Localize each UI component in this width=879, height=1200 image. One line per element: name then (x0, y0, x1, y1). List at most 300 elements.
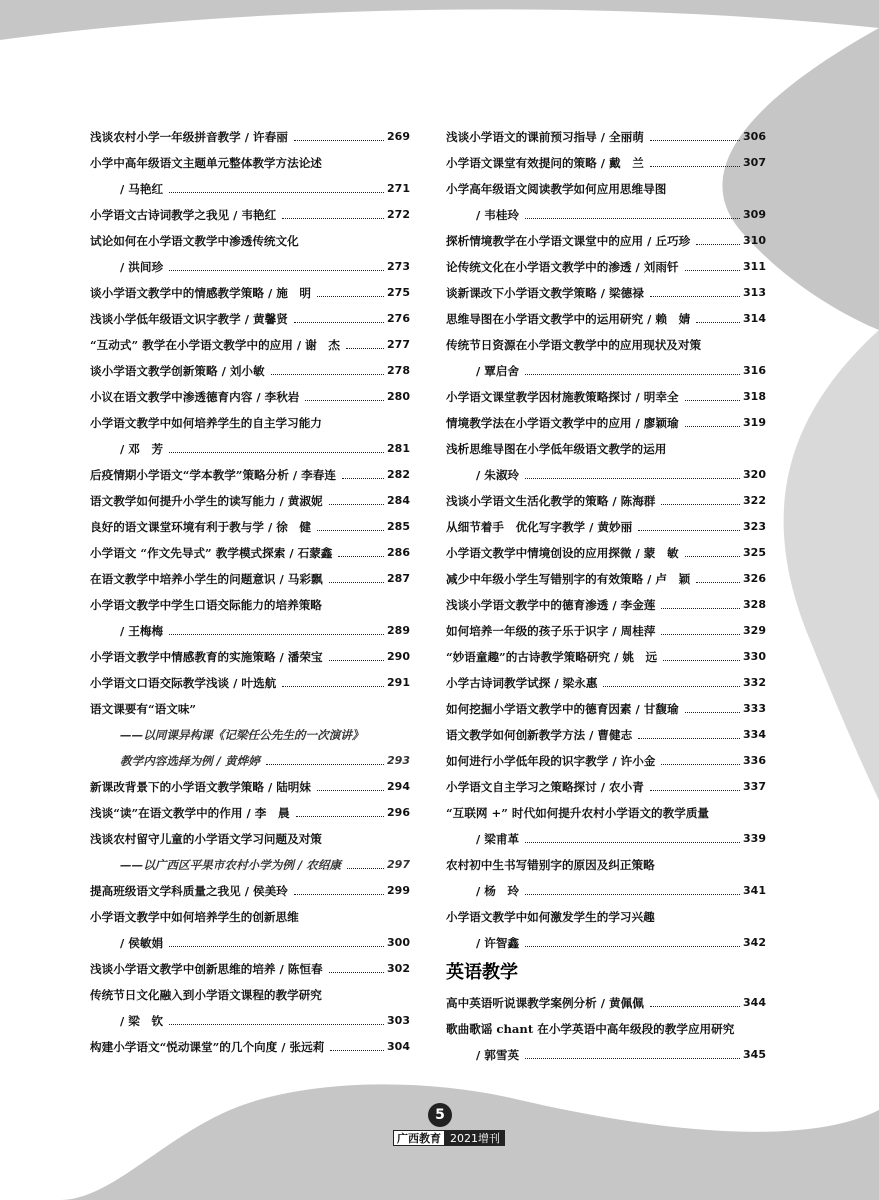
toc-line (90, 488, 410, 514)
toc-entry-title: 浅谈小学语文教学中创新思维的培养 / 陈恒春 (90, 962, 323, 976)
toc-entry[interactable] (90, 696, 410, 774)
toc-entry-title: 小学语文自主学习之策略探讨 / 农小青 (446, 780, 644, 794)
dot-leader (294, 894, 384, 895)
toc-entry-title: 语文教学如何创新教学方法 / 曹健志 (446, 728, 633, 742)
toc-entry-title: 谈小学语文教学创新策略 / 刘小敏 (90, 364, 265, 378)
toc-entry-title: 在语文教学中培养小学生的问题意识 / 马彩飘 (90, 572, 323, 586)
toc-line (446, 1016, 766, 1042)
dot-leader (525, 478, 740, 479)
toc-page-number: 334 (743, 728, 766, 741)
toc-line (90, 592, 410, 618)
dot-leader (169, 1024, 384, 1025)
toc-line (446, 826, 766, 852)
toc-page-number: 326 (743, 572, 766, 585)
dot-leader (661, 764, 740, 765)
toc-line (446, 150, 766, 176)
toc-right-column (446, 124, 766, 1068)
toc-entry-title: 浅谈农村留守儿童的小学语文学习问题及对策 (90, 832, 322, 846)
toc-entry-continuation: 教学内容选择为例 / 黄烨婷 (120, 754, 260, 768)
toc-line (90, 1008, 410, 1034)
toc-page-number: 291 (387, 676, 410, 689)
toc-page-number: 339 (743, 832, 766, 845)
toc-page-number: 273 (387, 260, 410, 273)
dot-leader (661, 504, 740, 505)
toc-line (90, 774, 410, 800)
toc-line (90, 306, 410, 332)
toc-entry-title: 从细节着手 优化写字教学 / 黄妙丽 (446, 520, 633, 534)
toc-entry[interactable] (446, 410, 766, 436)
toc-page-number: 332 (743, 676, 766, 689)
toc-entry-title: 构建小学语文“悦动课堂”的几个向度 / 张远莉 (90, 1040, 325, 1054)
toc-entry-continuation: / 许智鑫 (476, 936, 520, 950)
toc-entry[interactable] (90, 202, 410, 228)
toc-page-number: 296 (387, 806, 410, 819)
toc-entry-title: “互联网 +” 时代如何提升农村小学语文的教学质量 (446, 806, 710, 820)
toc-line (446, 488, 766, 514)
toc-line (446, 540, 766, 566)
toc-entry-title: 如何培养一年级的孩子乐于识字 / 周桂萍 (446, 624, 656, 638)
toc-entry[interactable] (446, 228, 766, 254)
toc-entry[interactable] (90, 358, 410, 384)
toc-entry[interactable] (446, 280, 766, 306)
toc-entry-title: 传统节日资源在小学语文教学中的应用现状及对策 (446, 338, 702, 352)
toc-entry[interactable] (446, 306, 766, 332)
toc-line (446, 748, 766, 774)
toc-entry-title: 良好的语文课堂环境有利于教与学 / 徐 健 (90, 520, 311, 534)
dot-leader (525, 218, 740, 219)
toc-entry-continuation: ——以广西区平果市农村小学为例 / 农绍康 (120, 858, 341, 872)
toc-line (446, 904, 766, 930)
toc-entry-title: 如何挖掘小学语文教学中的德育因素 / 甘馥瑜 (446, 702, 679, 716)
toc-entry-title: 语文教学如何提升小学生的读写能力 / 黄淑妮 (90, 494, 323, 508)
toc-entry-continuation: / 王梅梅 (120, 624, 164, 638)
toc-line (90, 722, 410, 748)
toc-line (446, 124, 766, 150)
toc-entry[interactable] (90, 228, 410, 280)
dot-leader (525, 946, 740, 947)
toc-line (90, 670, 410, 696)
toc-line (90, 696, 410, 722)
toc-entry-title: 浅谈小学低年级语文识字教学 / 黄馨贤 (90, 312, 288, 326)
toc-page-number: 306 (743, 130, 766, 143)
toc-page-number: 310 (743, 234, 766, 247)
toc-entry-title: 浅谈小学语文教学中的德育渗透 / 李金莲 (446, 598, 656, 612)
toc-entry-continuation: / 邓 芳 (120, 442, 164, 456)
toc-entry-title: 浅析思维导图在小学低年级语文教学的运用 (446, 442, 667, 456)
toc-entry-continuation: / 杨 玲 (476, 884, 520, 898)
toc-entry-title: 浅谈小学语文的课前预习指导 / 全丽萌 (446, 130, 644, 144)
dot-leader (169, 270, 384, 271)
toc-entry[interactable] (446, 904, 766, 956)
toc-entry-title: 减少中年级小学生写错别字的有效策略 / 卢 颖 (446, 572, 691, 586)
toc-entry[interactable] (446, 644, 766, 670)
toc-entry-title: 小学语文教学中如何激发学生的学习兴趣 (446, 910, 655, 924)
toc-line (90, 826, 410, 852)
toc-entry-title: 思维导图在小学语文教学中的运用研究 / 赖 婧 (446, 312, 691, 326)
toc-entry[interactable] (446, 384, 766, 410)
toc-line (90, 202, 410, 228)
toc-page-number: 299 (387, 884, 410, 897)
toc-entry[interactable] (446, 618, 766, 644)
dot-leader (696, 322, 740, 323)
toc-entry[interactable] (90, 592, 410, 644)
journal-label (393, 1130, 505, 1146)
toc-entry-title: 小学语文教学中情感教育的实施策略 / 潘荣宝 (90, 650, 323, 664)
dot-leader (685, 426, 740, 427)
toc-page-number: 271 (387, 182, 410, 195)
toc-line (446, 566, 766, 592)
toc-line (90, 1034, 410, 1060)
toc-entry-continuation: / 韦桂玲 (476, 208, 520, 222)
dot-leader (638, 530, 740, 531)
toc-entry-title: 小学语文课堂教学因材施教策略探讨 / 明幸全 (446, 390, 679, 404)
toc-page-number: 337 (743, 780, 766, 793)
toc-entry-title: 谈小学语文教学中的情感教学策略 / 施 明 (90, 286, 311, 300)
toc-entry[interactable] (446, 540, 766, 566)
toc-entry[interactable] (90, 878, 410, 904)
toc-page-number: 282 (387, 468, 410, 481)
toc-line (90, 852, 410, 878)
toc-entry-continuation: / 洪间珍 (120, 260, 164, 274)
toc-entry[interactable] (90, 462, 410, 488)
toc-entry-title: 语文课要有“语文味” (90, 702, 197, 716)
toc-page-number: 276 (387, 312, 410, 325)
toc-line (446, 176, 766, 202)
toc-entry[interactable] (446, 670, 766, 696)
dot-leader (169, 192, 384, 193)
dot-leader (266, 764, 384, 765)
dot-leader (169, 452, 384, 453)
toc-page-number: 280 (387, 390, 410, 403)
toc-line (90, 124, 410, 150)
toc-entry[interactable] (446, 696, 766, 722)
toc-line (446, 670, 766, 696)
toc-page-number: 336 (743, 754, 766, 767)
dot-leader (650, 140, 740, 141)
dot-leader (282, 686, 384, 687)
dot-leader (296, 816, 384, 817)
toc-entry-title: 后疫情期小学语文“学本教学”策略分析 / 李春连 (90, 468, 336, 482)
toc-line (446, 930, 766, 956)
toc-left-column (90, 124, 410, 1060)
toc-entry-title: 试论如何在小学语文教学中渗透传统文化 (90, 234, 299, 248)
toc-entry-title: 小学语文教学中如何培养学生的创新思维 (90, 910, 299, 924)
toc-page-number: 311 (743, 260, 766, 273)
toc-entry-title: 高中英语听说课教学案例分析 / 黄佩佩 (446, 996, 644, 1010)
toc-entry[interactable] (90, 410, 410, 462)
toc-line (446, 462, 766, 488)
dot-leader (305, 400, 384, 401)
toc-line (90, 514, 410, 540)
dot-leader (685, 712, 740, 713)
toc-line (90, 228, 410, 254)
toc-line (90, 540, 410, 566)
toc-line (90, 748, 410, 774)
toc-entry-title: 新课改背景下的小学语文教学策略 / 陆明妹 (90, 780, 311, 794)
toc-entry[interactable] (90, 124, 410, 150)
toc-entry-title: 小学语文口语交际教学浅谈 / 叶选航 (90, 676, 277, 690)
toc-entry-title: 提高班级语文学科质量之我见 / 侯美玲 (90, 884, 288, 898)
toc-page-number: 342 (743, 936, 766, 949)
toc-entry[interactable] (90, 826, 410, 878)
toc-line (90, 566, 410, 592)
toc-entry[interactable] (446, 566, 766, 592)
toc-entry-continuation: ——以同课异构课《记梁任公先生的一次演讲》 (120, 728, 364, 742)
toc-page-number: 275 (387, 286, 410, 299)
dot-leader (346, 348, 384, 349)
toc-entry[interactable] (90, 384, 410, 410)
toc-line (446, 774, 766, 800)
toc-entry[interactable] (90, 800, 410, 826)
toc-page-number: 316 (743, 364, 766, 377)
toc-page-number: 293 (387, 754, 410, 767)
toc-line (446, 592, 766, 618)
toc-entry[interactable] (90, 904, 410, 956)
dot-leader (294, 140, 384, 141)
toc-line (90, 878, 410, 904)
toc-entry[interactable] (90, 540, 410, 566)
toc-line (446, 332, 766, 358)
toc-entry[interactable] (90, 982, 410, 1034)
toc-page-number: 323 (743, 520, 766, 533)
toc-line (446, 696, 766, 722)
toc-line (90, 644, 410, 670)
toc-page-number: 269 (387, 130, 410, 143)
toc-page-number: 341 (743, 884, 766, 897)
toc-entry[interactable] (90, 956, 410, 982)
toc-page-number: 303 (387, 1014, 410, 1027)
dot-leader (525, 842, 740, 843)
toc-line (446, 800, 766, 826)
toc-line (90, 982, 410, 1008)
toc-entry[interactable] (446, 722, 766, 748)
toc-entry-title: 浅谈“读”在语文教学中的作用 / 李 晨 (90, 806, 290, 820)
toc-line (446, 852, 766, 878)
toc-page-number: 320 (743, 468, 766, 481)
toc-entry-title: “妙语童趣”的古诗教学策略研究 / 姚 远 (446, 650, 658, 664)
toc-page-number: 325 (743, 546, 766, 559)
toc-entry[interactable] (90, 644, 410, 670)
toc-page-number: 345 (743, 1048, 766, 1061)
toc-entry-title: 小学高年级语文阅读教学如何应用思维导图 (446, 182, 667, 196)
toc-page-number: 272 (387, 208, 410, 221)
toc-line (90, 956, 410, 982)
dot-leader (294, 322, 384, 323)
toc-entry-continuation: / 覃启舍 (476, 364, 520, 378)
toc-line (446, 202, 766, 228)
toc-entry[interactable] (446, 800, 766, 852)
toc-entry[interactable] (90, 280, 410, 306)
toc-line (446, 254, 766, 280)
toc-entry[interactable] (90, 566, 410, 592)
toc-line (446, 514, 766, 540)
dot-leader (169, 946, 384, 947)
toc-line (90, 332, 410, 358)
toc-line (90, 930, 410, 956)
toc-entry[interactable] (446, 332, 766, 384)
toc-line (446, 358, 766, 384)
toc-page-number: 287 (387, 572, 410, 585)
toc-line (446, 306, 766, 332)
dot-leader (685, 400, 740, 401)
toc-entry-title: 探析情境教学在小学语文课堂中的应用 / 丘巧珍 (446, 234, 691, 248)
toc-entry-title: 谈新课改下小学语文教学策略 / 梁德禄 (446, 286, 644, 300)
toc-entry-title: 农村初中生书写错别字的原因及纠正策略 (446, 858, 655, 872)
dot-leader (603, 686, 740, 687)
toc-page-number: 330 (743, 650, 766, 663)
toc-entry-title: 浅谈小学语文生活化教学的策略 / 陈海群 (446, 494, 656, 508)
toc-entry[interactable] (446, 748, 766, 774)
dot-leader (329, 660, 384, 661)
dot-leader (169, 634, 384, 635)
dot-leader (525, 374, 740, 375)
toc-entry-continuation: / 梁 钦 (120, 1014, 164, 1028)
dot-leader (663, 660, 740, 661)
dot-leader (317, 530, 384, 531)
toc-page-number: 284 (387, 494, 410, 507)
toc-entry-title: 如何进行小学低年段的识字教学 / 许小金 (446, 754, 656, 768)
toc-entry-continuation: / 梁甫革 (476, 832, 520, 846)
dot-leader (282, 218, 384, 219)
dot-leader (271, 374, 384, 375)
dot-leader (525, 894, 740, 895)
toc-line (446, 990, 766, 1016)
toc-line (446, 722, 766, 748)
toc-page-number: 277 (387, 338, 410, 351)
toc-line (446, 410, 766, 436)
toc-line (90, 150, 410, 176)
toc-line (446, 436, 766, 462)
toc-line (446, 228, 766, 254)
toc-entry[interactable] (90, 774, 410, 800)
toc-entry-title: 小学语文教学中如何培养学生的自主学习能力 (90, 416, 322, 430)
toc-entry-title: 浅谈农村小学一年级拼音教学 / 许春丽 (90, 130, 288, 144)
toc-entry-title: 情境教学法在小学语文教学中的应用 / 廖颖瑜 (446, 416, 679, 430)
toc-entry-title: 论传统文化在小学语文教学中的渗透 / 刘雨钎 (446, 260, 679, 274)
toc-entry[interactable] (446, 254, 766, 280)
dot-leader (329, 582, 384, 583)
toc-page-number: 281 (387, 442, 410, 455)
toc-entry[interactable] (446, 990, 766, 1016)
toc-line (90, 800, 410, 826)
toc-entry[interactable] (446, 150, 766, 176)
toc-entry[interactable] (90, 150, 410, 202)
toc-line (90, 254, 410, 280)
toc-entry-title: “互动式” 教学在小学语文教学中的应用 / 谢 杰 (90, 338, 340, 352)
toc-line (446, 384, 766, 410)
toc-line (90, 436, 410, 462)
toc-entry[interactable] (446, 852, 766, 904)
toc-entry[interactable] (446, 124, 766, 150)
toc-entry[interactable] (90, 332, 410, 358)
page-number: 5 (428, 1103, 452, 1127)
toc-page-number: 290 (387, 650, 410, 663)
toc-page-number: 285 (387, 520, 410, 533)
dot-leader (650, 790, 740, 791)
toc-page-number: 302 (387, 962, 410, 975)
dot-leader (661, 608, 740, 609)
dot-leader (317, 296, 384, 297)
section-title-english: 英语教学 (446, 962, 518, 983)
dot-leader (696, 244, 740, 245)
toc-entry[interactable] (446, 436, 766, 488)
toc-entry-continuation: / 侯敏娟 (120, 936, 164, 950)
toc-entry-continuation: / 郭雪英 (476, 1048, 520, 1062)
toc-page-number: 289 (387, 624, 410, 637)
toc-entry-title: 小学语文教学中学生口语交际能力的培养策略 (90, 598, 322, 612)
toc-entry[interactable] (446, 592, 766, 618)
toc-entry[interactable] (446, 514, 766, 540)
toc-entry[interactable] (90, 1034, 410, 1060)
toc-page-number: 307 (743, 156, 766, 169)
dot-leader (330, 1050, 384, 1051)
toc-entry-continuation: / 马艳红 (120, 182, 164, 196)
dot-leader (317, 790, 384, 791)
toc-entry-title: 小学中高年级语文主题单元整体教学方法论述 (90, 156, 322, 170)
toc-page-number: 300 (387, 936, 410, 949)
toc-line (90, 618, 410, 644)
toc-page-number: 344 (743, 996, 766, 1009)
dot-leader (338, 556, 384, 557)
toc-entry[interactable] (446, 1016, 766, 1068)
toc-line (446, 618, 766, 644)
dot-leader (342, 478, 384, 479)
toc-line (446, 280, 766, 306)
toc-page-number: 297 (387, 858, 410, 871)
toc-line (90, 410, 410, 436)
dot-leader (347, 868, 384, 869)
toc-entry[interactable] (446, 488, 766, 514)
toc-page-number: 304 (387, 1040, 410, 1053)
journal-name: 广西教育 (393, 1130, 445, 1146)
toc-entry[interactable] (90, 670, 410, 696)
toc-entry-title: 歌曲歌谣 chant 在小学英语中高年级段的教学应用研究 (446, 1022, 735, 1036)
toc-page-number: 319 (743, 416, 766, 429)
toc-entry[interactable] (446, 176, 766, 228)
dot-leader (685, 270, 740, 271)
toc-page-number: 286 (387, 546, 410, 559)
toc-line (90, 462, 410, 488)
toc-page-number: 328 (743, 598, 766, 611)
toc-entry-title: 传统节日文化融入到小学语文课程的教学研究 (90, 988, 322, 1002)
dot-leader (525, 1058, 740, 1059)
dot-leader (650, 166, 740, 167)
toc-entry[interactable] (90, 488, 410, 514)
toc-entry-title: 小学语文古诗词教学之我见 / 韦艳红 (90, 208, 277, 222)
toc-entry-title: 小议在语文教学中渗透德育内容 / 李秋岩 (90, 390, 300, 404)
toc-entry-title: 小学语文课堂有效提问的策略 / 戴 兰 (446, 156, 644, 170)
toc-entry-title: 小学语文 “作文先导式” 教学模式探索 / 石蒙鑫 (90, 546, 333, 560)
toc-entry-continuation: / 朱淑玲 (476, 468, 520, 482)
dot-leader (638, 738, 740, 739)
dot-leader (696, 582, 740, 583)
dot-leader (685, 556, 740, 557)
dot-leader (329, 504, 384, 505)
dot-leader (329, 972, 384, 973)
dot-leader (661, 634, 740, 635)
toc-page-number: 314 (743, 312, 766, 325)
toc-page-number: 329 (743, 624, 766, 637)
toc-line (90, 176, 410, 202)
toc-line (90, 384, 410, 410)
toc-line (90, 904, 410, 930)
dot-leader (650, 296, 740, 297)
toc-entry[interactable] (446, 774, 766, 800)
toc-page-number: 278 (387, 364, 410, 377)
toc-entry[interactable] (90, 514, 410, 540)
toc-entry[interactable] (90, 306, 410, 332)
dot-leader (650, 1006, 740, 1007)
